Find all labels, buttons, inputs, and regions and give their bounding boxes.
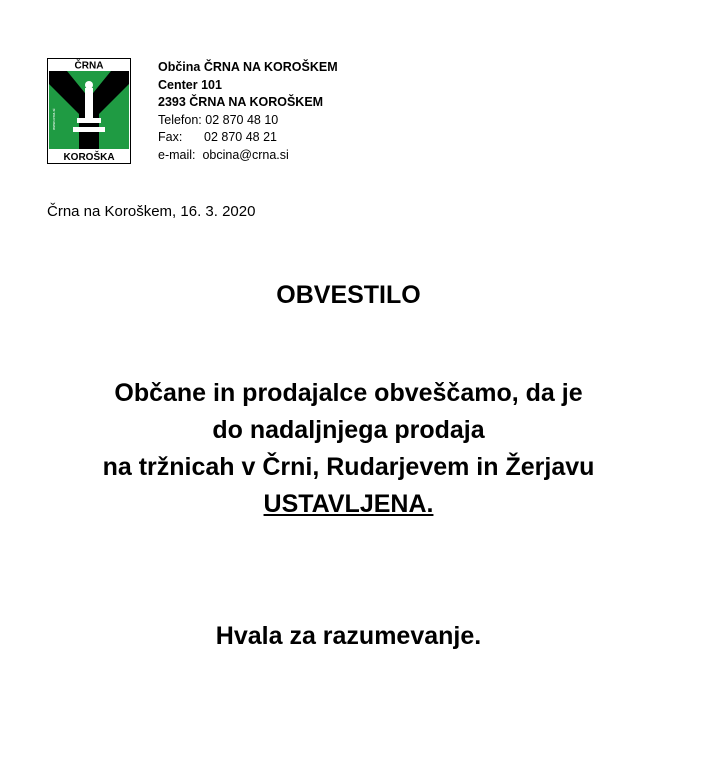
fax-value: 02 870 48 21 — [204, 130, 277, 145]
notice-title: OBVESTILO — [276, 281, 421, 309]
phone-value: 02 870 48 10 — [205, 112, 279, 127]
contact-block — [158, 59, 338, 165]
notice-body — [0, 375, 697, 523]
fax-label: Fax: — [158, 130, 183, 145]
fax-row — [158, 129, 338, 147]
notice-line-4: USTAVLJENA. — [263, 490, 434, 518]
postal-city: 2393 ČRNA NA KOROŠKEM — [158, 95, 324, 110]
phone-row — [158, 112, 338, 130]
notice-line-3: na tržnicah v Črni, Rudarjevem in Žerjavu — [102, 453, 595, 481]
org-name: Občina ČRNA NA KOROŠKEM — [158, 60, 338, 74]
municipality-logo — [47, 58, 131, 164]
notice-line-2: do nadaljnjega prodaja — [212, 416, 485, 444]
document-date: Črna na Koroškem, 16. 3. 2020 — [47, 203, 256, 220]
email-row — [158, 147, 338, 165]
logo-bottom-text: KOROŠKA — [63, 152, 115, 163]
email-value: obcina@crna.si — [202, 147, 289, 162]
logo-side-text: www.crna.si — [51, 108, 56, 130]
thanks-line: Hvala za razumevanje. — [215, 622, 482, 650]
phone-label: Telefon: — [158, 112, 202, 127]
notice-line-1: Občane in prodajalce obveščamo, da je — [114, 379, 583, 407]
email-label: e-mail: — [158, 147, 196, 162]
street-address: Center 101 — [158, 77, 222, 92]
logo-top-text: ČRNA — [74, 60, 104, 72]
